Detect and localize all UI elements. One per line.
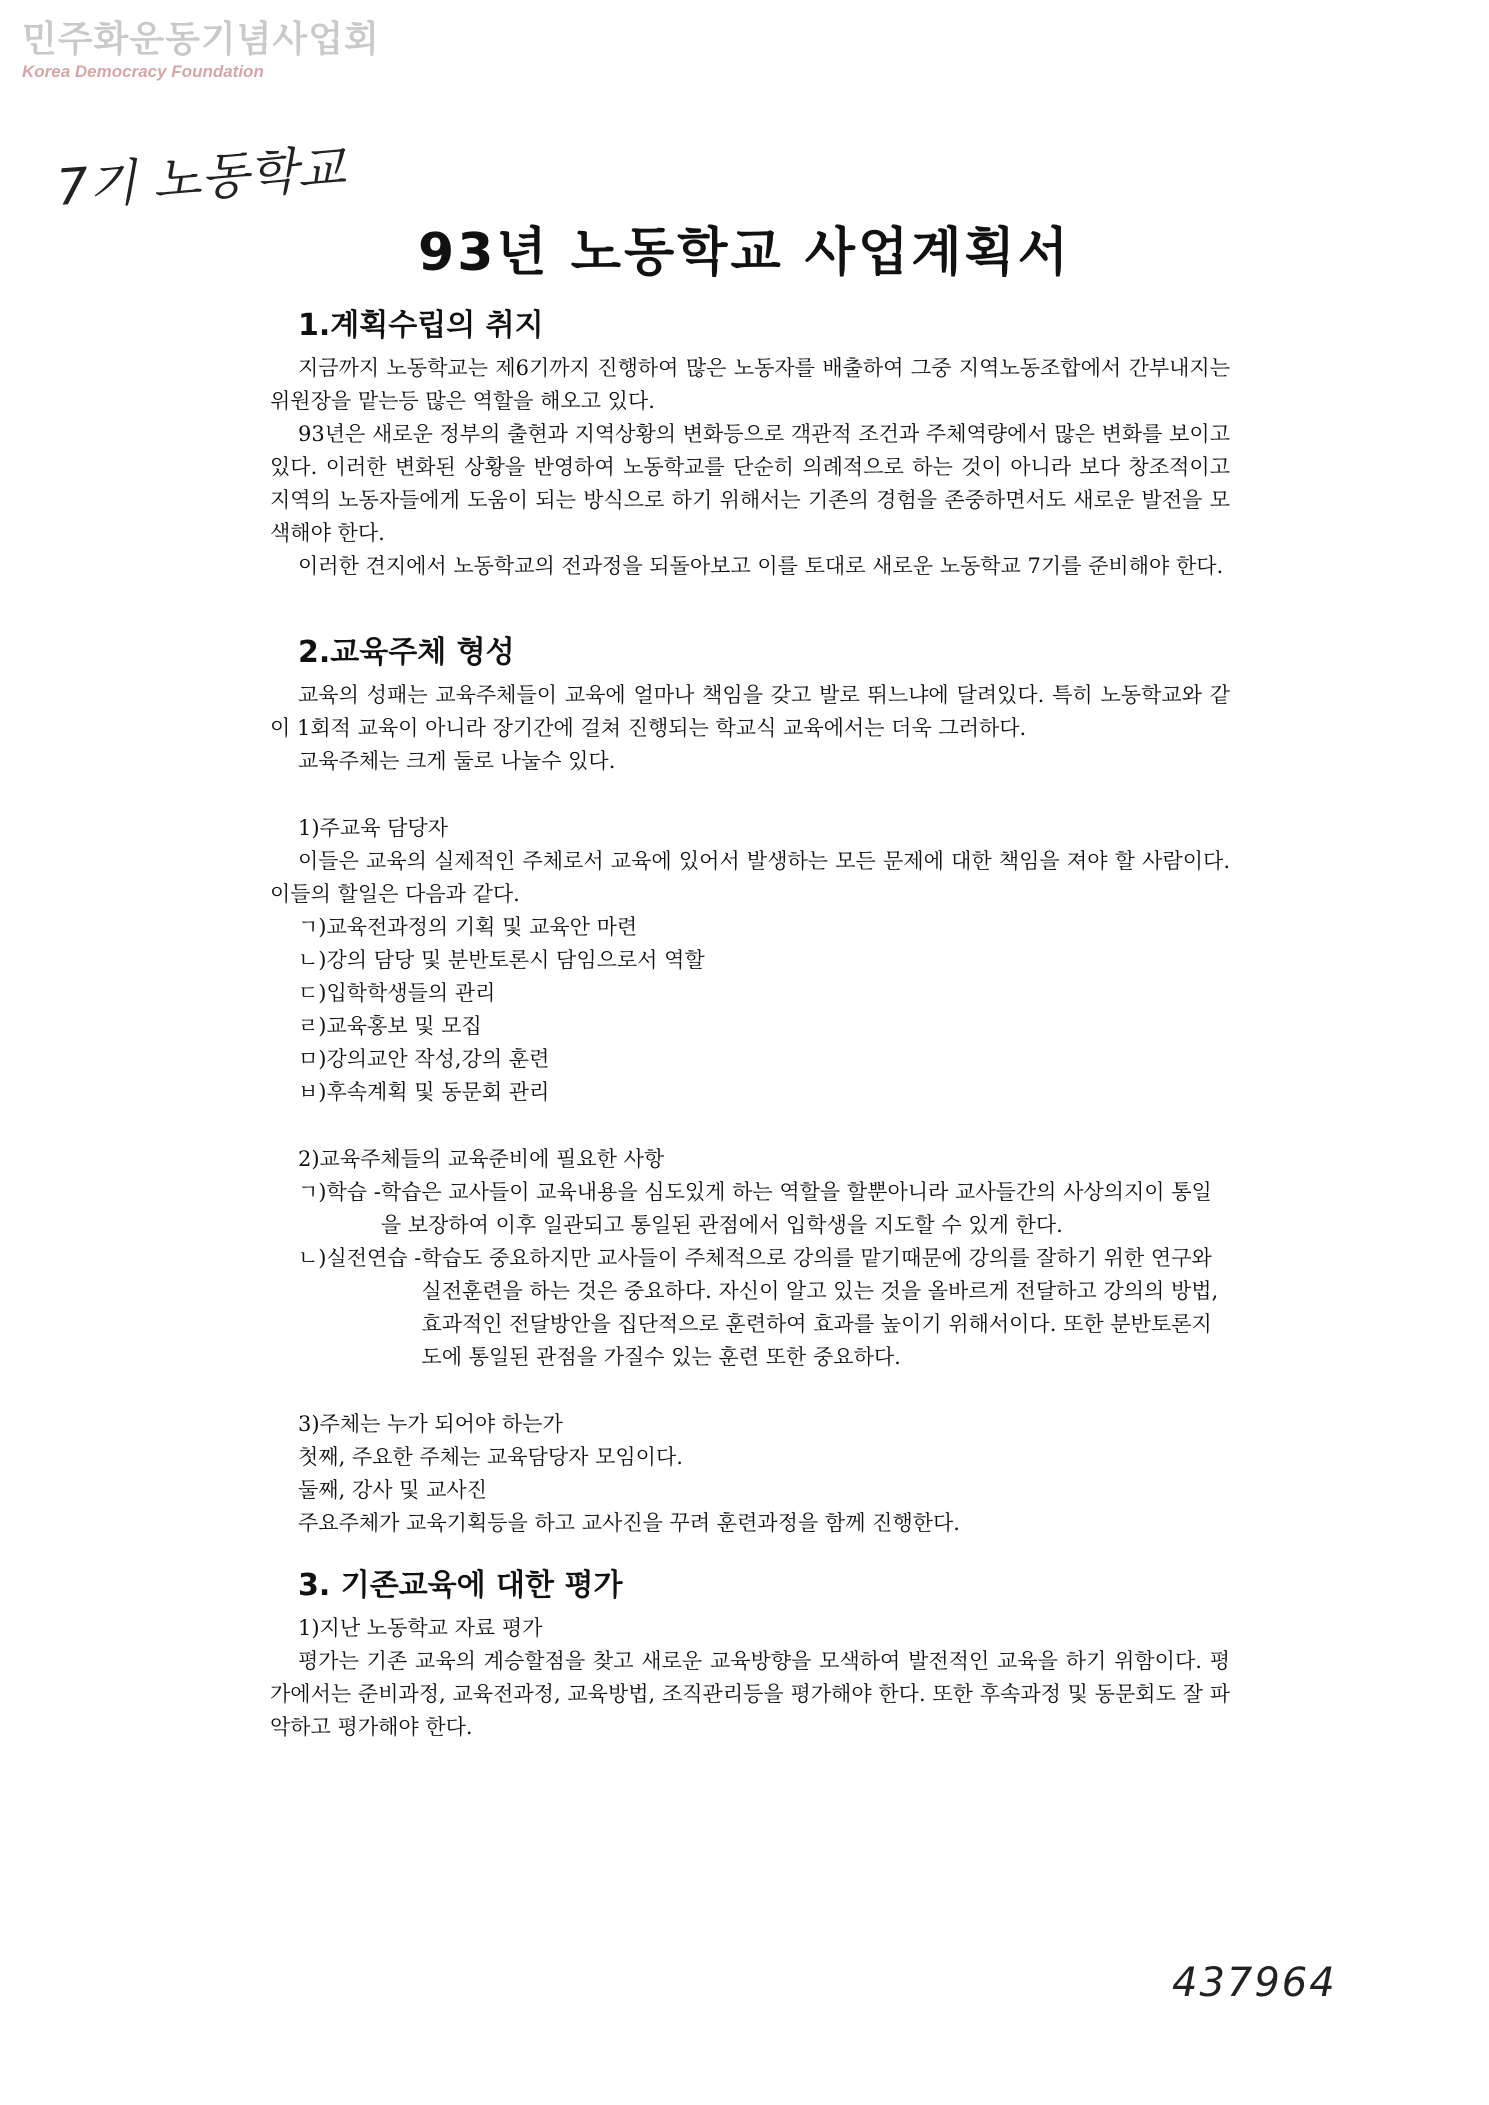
section-1 [270, 300, 1230, 583]
item-term: ㄴ)실전연습 - [298, 1246, 422, 1270]
watermark-english: Korea Democracy Foundation [22, 62, 264, 81]
document-body [270, 300, 1230, 1744]
section-3-paragraph-1: 평가는 기존 교육의 계승할점을 찾고 새로운 교육방향을 모색하여 발전적인 교육을 하기 위함이다. 평가에서는 준비과정, 교육전과정, 교육방법, 조직관리등을 평가해야 한다. 또한 후속과정 및 동문회도 잘 파악하고 평가해야 한다. [270, 1649, 1230, 1739]
item-term: ㄱ)학습 - [298, 1180, 381, 1204]
preparation-item-study [298, 1176, 1230, 1242]
list-item: ㄷ)입학학생들의 관리 [298, 981, 496, 1005]
subsection-heading: 1)주교육 담당자 [298, 816, 448, 840]
preparation-item-practice [298, 1242, 1230, 1374]
duties-list [270, 911, 1230, 1109]
section-2-paragraph-2: 교육주체는 크게 둘로 나눌수 있다. [298, 749, 616, 773]
list-item: ㄹ)교육홍보 및 모집 [298, 1014, 482, 1038]
section-2-paragraph-1: 교육의 성패는 교육주체들이 교육에 얼마나 책임을 갖고 발로 뛰느냐에 달려있다. 특히 노동학교와 같이 1회적 교육이 아니라 장기간에 걸쳐 진행되는 학교식 교육에서는 더욱 그러하다. [270, 683, 1230, 740]
item-body: 학습은 교사들이 교육내용을 심도있게 하는 역할을 할뿐아니라 교사들간의 사상의지이 통일을 보장하여 이후 일관되고 통일된 관점에서 입학생을 지도할 수 있게 한다. [380, 1180, 1212, 1237]
section-1-heading: 1.계획수립의 취지 [298, 308, 544, 343]
subsection-main-educators [270, 812, 1230, 1109]
list-item: ㄱ)교육전과정의 기획 및 교육안 마련 [298, 915, 638, 939]
section-3 [270, 1560, 1230, 1744]
subsection-line: 첫째, 주요한 주체는 교육담당자 모임이다. [298, 1445, 683, 1469]
page-title: 93년 노동학교 사업계획서 [418, 223, 1071, 283]
section-1-paragraph-3: 이러한 견지에서 노동학교의 전과정을 되돌아보고 이를 토대로 새로운 노동학교 7기를 준비해야 한다. [298, 554, 1224, 578]
watermark [22, 20, 380, 82]
handwritten-note: 7기 노동학교 [54, 138, 348, 218]
subsection-line: 둘째, 강사 및 교사진 [298, 1478, 487, 1502]
item-body: 학습도 중요하지만 교사들이 주체적으로 강의를 맡기때문에 강의를 잘하기 위한 연구와 실전훈련을 하는 것은 중요하다. 자신이 알고 있는 것을 올바르게 전달하고 강의의 방법, 효과적인 전달방안을 집단적으로 훈련하여 효과를 높이기 위해서이다. 또한 분반토론지도에 통일된 관점을 가질수 있는 훈련 또한 중요하다. [421, 1246, 1219, 1369]
subsection-preparation [270, 1143, 1230, 1374]
subsection-line: 주요주체가 교육기획등을 하고 교사진을 꾸려 훈련과정을 함께 진행한다. [298, 1511, 960, 1535]
subsection-heading: 3)주체는 누가 되어야 하는가 [298, 1412, 563, 1436]
subsection-who [270, 1408, 1230, 1540]
list-item: ㅁ)강의교안 작성,강의 훈련 [298, 1047, 550, 1071]
list-item: ㄴ)강의 담당 및 분반토론시 담임으로서 역할 [298, 948, 705, 972]
subsection-heading: 1)지난 노동학교 자료 평가 [298, 1616, 543, 1640]
section-3-heading: 3. 기존교육에 대한 평가 [298, 1568, 623, 1603]
list-item: ㅂ)후속계획 및 동문회 관리 [298, 1080, 550, 1104]
document-number: 437964 [1172, 1960, 1337, 2006]
section-2-heading: 2.교육주체 형성 [298, 635, 515, 670]
section-1-paragraph-2: 93년은 새로운 정부의 출현과 지역상황의 변화등으로 객관적 조건과 주체역량에서 많은 변화를 보이고 있다. 이러한 변화된 상황을 반영하여 노동학교를 단순히 의례적으로 하는 것이 아니라 보다 창조적이고 지역의 노동자들에게 도움이 되는 방식으로 하기 위해서는 기존의 경험을 존중하면서도 새로운 발전을 모색해야 한다. [270, 422, 1230, 545]
section-1-paragraph-1: 지금까지 노동학교는 제6기까지 진행하여 많은 노동자를 배출하여 그중 지역노동조합에서 간부내지는 위원장을 맡는등 많은 역할을 해오고 있다. [270, 356, 1230, 413]
section-2 [270, 627, 1230, 1540]
subsection-text: 이들은 교육의 실제적인 주체로서 교육에 있어서 발생하는 모든 문제에 대한 책임을 져야 할 사람이다. 이들의 할일은 다음과 같다. [270, 849, 1230, 906]
subsection-heading: 2)교육주체들의 교육준비에 필요한 사항 [298, 1147, 665, 1171]
watermark-korean: 민주화운동기념사업회 [22, 19, 380, 60]
